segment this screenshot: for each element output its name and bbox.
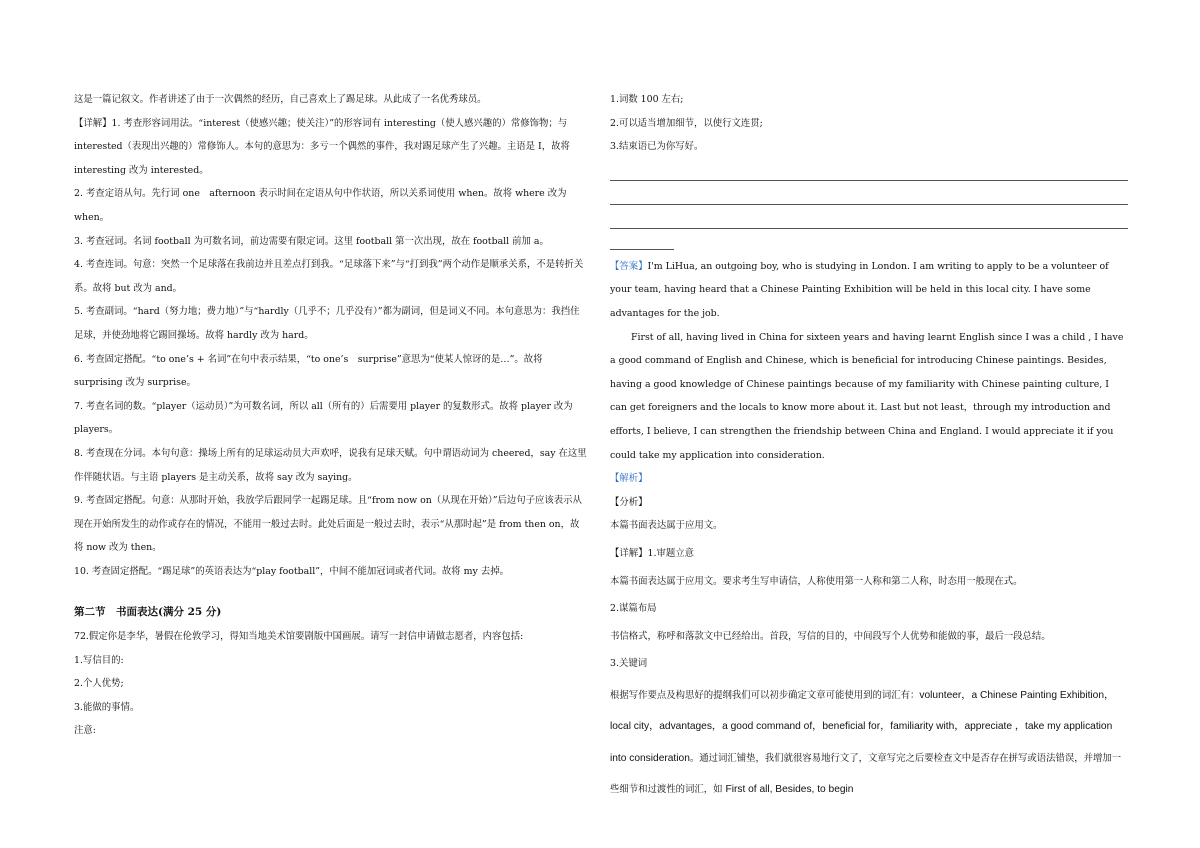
right-column — [610, 88, 1128, 806]
detail-item-5: 5. 考查副词。“hard（努力地；费力地）”与“hardly（几乎不；几乎没有）”都为副词，但是词义不同。本句意思为：我挡住足球，并使劲地将它踢回操场。故将 hardly 改为 hard。 — [74, 306, 580, 341]
detail-item-10: 10. 考查固定搭配。“踢足球”的英语表达为“play football”，中间不能加冠词或者代词。故将 my 去掉。 — [74, 565, 509, 577]
note-1: 1.词数 100 左右; — [610, 94, 684, 105]
answer-tag: 【答案】 — [610, 260, 648, 272]
detail-item-6: 6. 考查固定搭配。“to one’s + 名词”在句中表示结果，“to one’s surprise”意思为“使某人惊讶的是…”。故将 surprising 改为 surprise。 — [74, 353, 543, 389]
answer-line-2 — [610, 183, 1128, 205]
fenxi-text: 本篇书面表达属于应用文。 — [610, 520, 723, 532]
detail-text: 本篇书面表达属于应用文。要求考生写申请信，人称使用第一人称和第二人称，时态用一般现在式。 — [610, 575, 1023, 587]
answer-paragraph-1 — [610, 255, 1128, 326]
answer-line-1 — [610, 159, 1128, 181]
detail-item-1: 【详解】1. 考查形容词用法。“interest（使感兴趣；使关注）”的形容词有 interesting（使人感兴趣的）常修饰物；与 interested（表现出兴趣的）常修饰人。本句的意思为：多亏一个偶然的事件，我对踢足球产生了兴趣。主语是 I，故将 interesting 改为 interested。 — [74, 117, 570, 176]
section-title: 第二节 书面表达(满分 25 分) — [74, 606, 222, 619]
analysis-tag: 【解析】 — [610, 473, 648, 485]
heading-keywords: 3.关键词 — [610, 658, 648, 670]
keywords-transitions: First of all, Besides, to begin — [725, 784, 854, 796]
layout-text: 书信格式，称呼和落款文中已经给出。首段，写信的目的，中间段写个人优势和能做的事，最后一段总结。 — [610, 630, 1051, 642]
fenxi-tag: 【分析】 — [610, 496, 648, 508]
detail-item-2: 2. 考查定语从句。先行词 one afternoon 表示时间在定语从句中作状语，所以关系词使用 when。故将 where 改为 when。 — [74, 188, 567, 223]
answer-line-3 — [610, 207, 1128, 229]
intro-paragraph: 这是一篇记叙文。作者讲述了由于一次偶然的经历，自己喜欢上了踢足球。从此成了一名优秀球员。 — [74, 94, 487, 105]
answer-line-4 — [610, 231, 674, 250]
detail-item-4: 4. 考查连词。句意：突然一个足球落在我前边并且差点打到我。“足球落下来”与“打到我”两个动作是顺承关系，不是转折关系。故将 but 改为 and。 — [74, 259, 584, 294]
content-point-3: 3.能做的事情。 — [74, 701, 140, 713]
detail-item-7: 7. 考查名词的数。“player（运动员）”为可数名词，所以 all（所有的）后需要用 player 的复数形式。故将 player 改为 players。 — [74, 400, 573, 436]
note-label: 注意: — [74, 725, 96, 737]
content-point-1: 1.写信目的: — [74, 654, 124, 666]
answer-paragraph-2: First of all, having lived in China for sixteen years and having learnt English since I was a child , I have a good command of English and Chinese, which is beneficial for introducing Chinese paintings. Besides, having a good knowledge of Chinese paintings because of my familiarity with Chinese painting culture, I can get foreigners and the locals to know more about it. Last but not least，through my introduction and efforts, I believe, I can strengthen the friendship between China and England. I would appreciate it if you could take my application into consideration. — [610, 331, 1124, 461]
answer-text-1: I'm LiHua, an outgoing boy, who is studying in London. I am writing to apply to be a volunteer of your team, having heard that a Chinese Painting Exhibition will be held in this local city. I have some advantages for the job. — [610, 260, 1109, 319]
note-3: 3.结束语已为你写好。 — [610, 141, 704, 153]
detail-item-8: 8. 考查现在分词。本句句意：操场上所有的足球运动员大声欢呼，说我有足球天赋。句中谓语动词为 cheered，say 在这里作伴随状语。与主语 players 是主动关系，故将 say 改为 saying。 — [74, 447, 587, 483]
keywords-middle: 。通过词汇铺垫，我们就很容易地行文了，文章写完之后要检查文中是否存在拼写或语法错误，并增加一些细节和过渡性的词汇，如 — [610, 752, 1122, 796]
keywords-lead: 根据写作要点及构思好的提纲我们可以初步确定文章可能使用到的词汇有： — [610, 689, 920, 701]
keywords-list: volunteer，a Chinese Painting Exhibition，local city，advantages，a good command of，beneficial for，familiarity with，appreciate ，take my application into consideration — [610, 689, 1115, 764]
content-point-2: 2.个人优势; — [74, 678, 124, 690]
detail-item-9: 9. 考查固定搭配。句意：从那时开始，我放学后跟同学一起踢足球。且“from now on（从现在开始）”后边句子应该表示从现在开始所发生的动作或存在的情况，不能用一般过去时。此处后面是一般过去时，表示“从那时起”是 from then on，故将 now 改为 then。 — [74, 495, 582, 554]
question-text: 72.假定你是李华，暑假在伦敦学习，得知当地美术馆要剧版中国画展。请写一封信申请做志愿者，内容包括: — [74, 631, 524, 643]
note-2: 2.可以适当增加细节，以使行文连贯; — [610, 117, 763, 129]
keywords-paragraph — [610, 680, 1128, 806]
detail-label: 【详解】1.审题立意 — [610, 547, 694, 559]
left-column — [74, 88, 588, 743]
detail-item-3: 3. 考查冠词。名词 football 为可数名词，前边需要有限定词。这里 football 第一次出现，故在 football 前加 a。 — [74, 235, 549, 247]
heading-layout: 2.谋篇布局 — [610, 603, 657, 615]
